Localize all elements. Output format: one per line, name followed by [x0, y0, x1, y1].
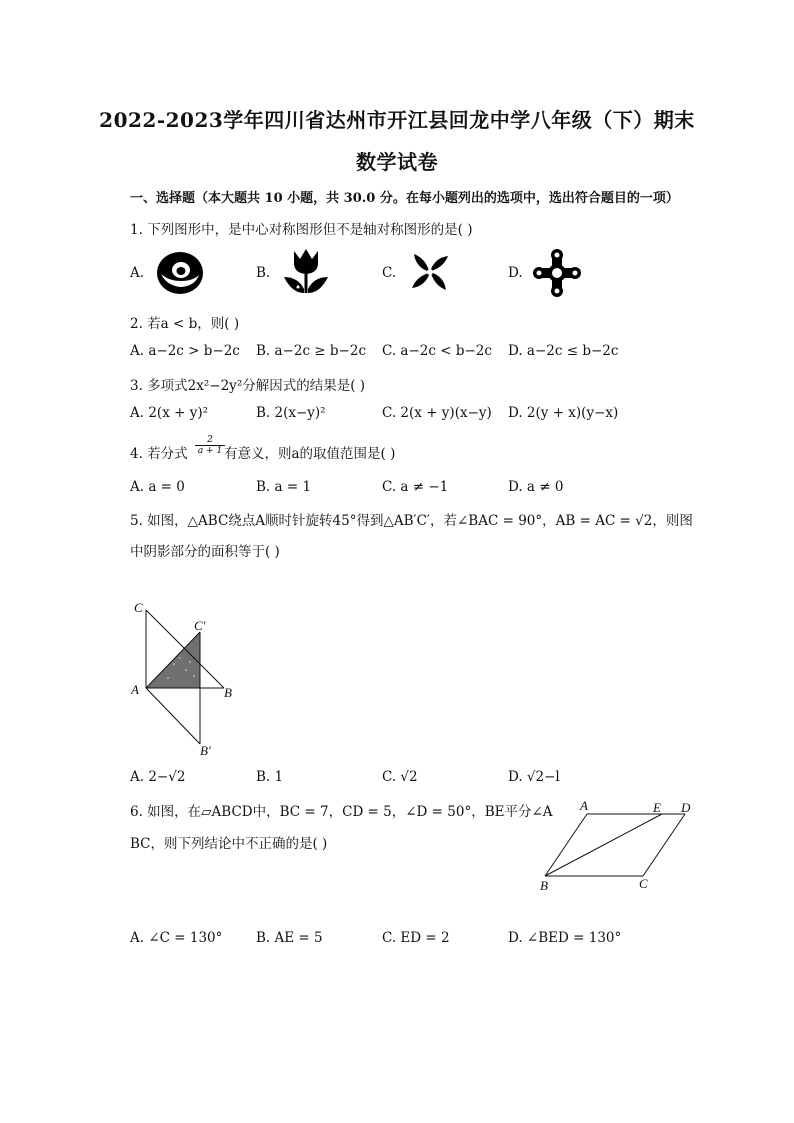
fig6-label-A: A	[580, 798, 588, 813]
fig6-label-D: D	[681, 800, 691, 815]
fig5-label-Bprime: B′	[200, 743, 211, 758]
tulip-icon	[282, 247, 330, 297]
fig6-label-C: C	[639, 876, 648, 891]
q4-fraction	[195, 435, 225, 456]
q3-option-b: B. 2(x−y)²	[256, 405, 326, 421]
q1-option-a-label: A.	[130, 265, 145, 281]
q5-option-c: C. √2	[382, 769, 418, 785]
q4-option-b: B. a = 1	[256, 479, 312, 495]
q3-option-d: D. 2(y + x)(y−x)	[508, 405, 619, 421]
q4-fraction-numerator: 2	[195, 435, 225, 446]
fig6-label-B: B	[540, 878, 548, 893]
q6-parallelogram-figure	[535, 796, 700, 896]
q4-option-c: C. a ≠ −1	[382, 479, 449, 495]
question-2-text: 2. 若a < b，则( )	[130, 316, 240, 332]
q5-option-a: A. 2−√2	[130, 769, 186, 785]
q6-option-d: D. ∠BED = 130°	[508, 930, 622, 946]
exam-title-line2: 数学试卷	[356, 150, 438, 174]
q3-option-a: A. 2(x + y)²	[130, 405, 209, 421]
fig5-label-Cprime: C′	[194, 618, 206, 633]
q5-rotation-figure	[128, 598, 240, 758]
q2-option-a: A. a−2c > b−2c	[130, 343, 240, 359]
question-6-line2: BC，则下列结论中不正确的是( )	[130, 836, 328, 852]
question-5-line1: 5. 如图，△ABC绕点A顺时针旋转45°得到△AB′C′，若∠BAC = 90°，AB = AC = √2，则图	[130, 513, 693, 529]
q4-fraction-denominator: a + 1	[197, 446, 223, 456]
question-1-text: 1. 下列图形中，是中心对称图形但不是轴对称图形的是( )	[130, 222, 473, 238]
q4-option-a: A. a = 0	[130, 479, 185, 495]
fig5-label-C: C	[134, 600, 143, 615]
section-header: 一、选择题（本大题共 10 小题，共 30.0 分。在每小题列出的选项中，选出符合题目的一项）	[130, 191, 679, 206]
question-6-line1: 6. 如图，在▱ABCD中，BC = 7，CD = 5，∠D = 50°，BE平分∠A	[130, 804, 553, 820]
five-circle-cross-icon	[532, 248, 582, 298]
question-4-prefix: 4. 若分式	[130, 446, 188, 462]
yin-yang-like-symbol-icon	[155, 250, 205, 296]
q6-option-c: C. ED = 2	[382, 930, 450, 946]
q2-option-b: B. a−2c ≥ b−2c	[256, 343, 367, 359]
q1-option-d-label: D.	[508, 265, 523, 281]
exam-title-line1: 2022-2023学年四川省达州市开江县回龙中学八年级（下）期末	[99, 108, 695, 132]
q4-option-d: D. a ≠ 0	[508, 479, 564, 495]
question-4-suffix: 有意义，则a的取值范围是( )	[224, 446, 396, 462]
question-3-text: 3. 多项式2x²−2y²分解因式的结果是( )	[130, 378, 366, 394]
q1-option-c-label: C.	[382, 265, 397, 281]
question-5-line2: 中阴影部分的面积等于( )	[130, 544, 280, 560]
q1-option-b-label: B.	[256, 265, 271, 281]
q2-option-c: C. a−2c < b−2c	[382, 343, 492, 359]
q6-option-a: A. ∠C = 130°	[130, 930, 223, 946]
q5-option-b: B. 1	[256, 769, 284, 785]
pinwheel-swirl-icon	[406, 248, 454, 296]
fig5-label-A: A	[131, 682, 139, 697]
q3-option-c: C. 2(x + y)(x−y)	[382, 405, 492, 421]
q2-option-d: D. a−2c ≤ b−2c	[508, 343, 619, 359]
fig6-label-E: E	[653, 800, 661, 815]
q6-option-b: B. AE = 5	[256, 930, 323, 946]
fig5-label-B: B	[224, 685, 232, 700]
q5-option-d: D. √2−l	[508, 769, 560, 785]
